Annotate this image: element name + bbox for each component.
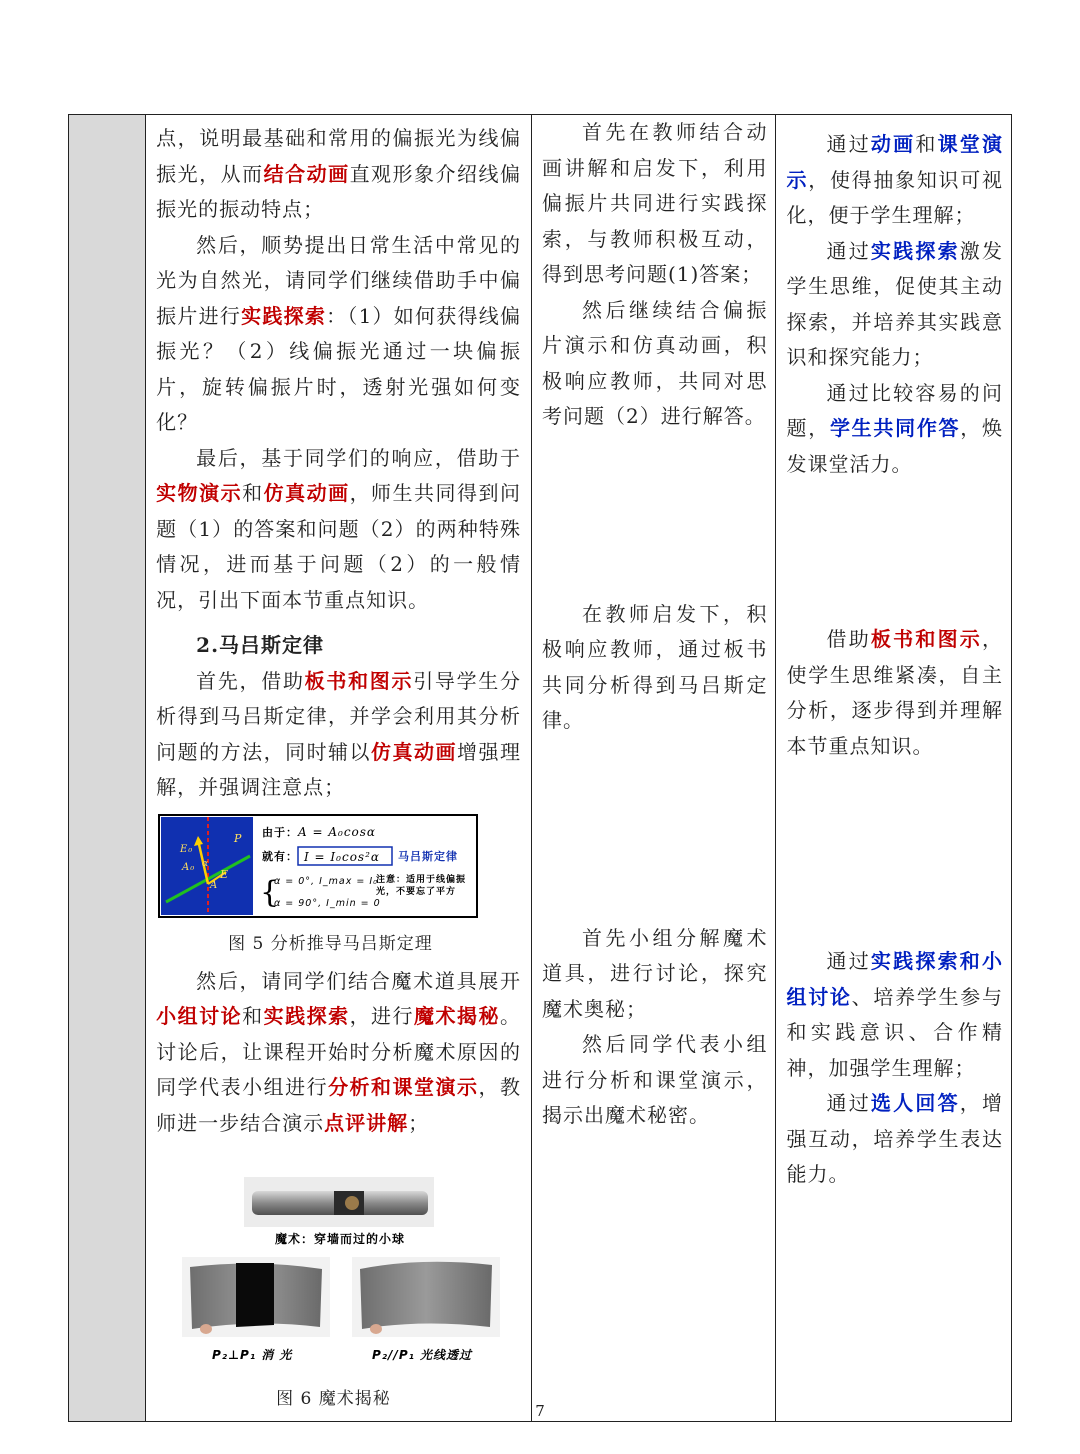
- page-number: 7: [535, 1402, 545, 1420]
- fig5-line1-prefix: 由于：: [262, 825, 299, 839]
- label-A0: A₀: [182, 861, 196, 873]
- teaching-content-cell: [146, 115, 532, 1422]
- label-E0: E₀: [180, 843, 194, 855]
- intent-paragraph-3: 通过比较容易的问题，学生共同作答，焕发课堂活力。: [786, 380, 1004, 476]
- student-activity-cell: [531, 115, 776, 1422]
- svg-text:{: {: [260, 874, 281, 910]
- fig5-line2-prefix: 就有：: [262, 849, 299, 863]
- fig5-law-label: 马吕斯定律: [398, 849, 459, 863]
- fig5-formula-1: A = A₀cosα: [298, 824, 377, 839]
- intent-paragraph-4: 借助板书和图示，使学生思维紧凑，自主分析，逐步得到并理解本节重点知识。: [786, 627, 1004, 758]
- fig6-left-label: P₂⊥P₁ 消 光: [212, 1348, 293, 1362]
- figure-5-malus-derivation: [156, 814, 521, 918]
- intent-paragraph-2: 通过实践探索激发学生思维，促使其主动探索，并培养其实践意识和探究能力；: [786, 238, 1004, 369]
- figure-5-caption: 图 5 分析推导马吕斯定理: [228, 933, 433, 954]
- label-alpha: α: [202, 858, 210, 869]
- label-A: A: [210, 879, 219, 891]
- label-E: E: [220, 867, 230, 881]
- content-paragraph-1: 点，说明最基础和常用的偏振光为线偏振光，从而结合动画直观形象介绍线偏振光的振动特点；: [156, 126, 521, 221]
- content-paragraph-3: 最后，基于同学们的响应，借助于实物演示和仿真动画，师生共同得到问题（1）的答案和问题（2）的两种特殊情况，进而基于问题（2）的一般情况，引出下面本节重点知识。: [156, 445, 521, 612]
- content-paragraph-2: 然后，顺势提出日常生活中常见的光为自然光，请同学们继续借助手中偏振片进行实践探索：（1）如何获得线偏振光？（2）线偏振光通过一块偏振片，旋转偏振片时，透射光强如何变化？: [156, 232, 521, 434]
- intent-paragraph-6: 通过选人回答，增强互动，培养学生表达能力。: [786, 1091, 1004, 1186]
- fig5-formula-2: I = I₀cos²α: [304, 849, 381, 864]
- fig5-case-2: α = 90°, I_min = 0: [274, 897, 381, 909]
- row-label-cell: [69, 115, 146, 1422]
- activity-paragraph-2: 然后继续结合偏振片演示和仿真动画，积极响应教师，共同对思考问题（2）进行解答。: [541, 297, 768, 428]
- label-P: P: [234, 831, 243, 845]
- content-paragraph-4: 首先，借助板书和图示引导学生分析得到马吕斯定律，并学会利用其分析问题的方法，同时辅以仿真动画增强理解，并强调注意点；: [156, 668, 521, 799]
- activity-paragraph-1: 首先在教师结合动画讲解和启发下，利用偏振片共同进行实践探索，与教师积极互动，得到思考问题(1)答案；: [541, 120, 768, 286]
- activity-paragraph-5: 然后同学代表小组进行分析和课堂演示，揭示出魔术秘密。: [541, 1032, 768, 1127]
- intent-paragraph-5: 通过实践探索和小组讨论、培养学生参与和实践意识、合作精神，加强学生理解；: [786, 949, 1004, 1080]
- activity-paragraph-3: 在教师启发下，积极响应教师，通过板书共同分析得到马吕斯定律。: [541, 601, 768, 732]
- fig5-note: 注意：适用于线偏振光，不要忘了平方: [376, 874, 467, 897]
- fig6-right-label: P₂//P₁ 光线透过: [372, 1348, 473, 1362]
- design-intent-cell: [776, 115, 1012, 1422]
- intent-paragraph-1: 通过动画和课堂演示，使得抽象知识可视化，便于学生理解；: [786, 132, 1004, 227]
- fig6-title: 魔术：穿墙而过的小球: [275, 1232, 406, 1246]
- figure-6-caption: 图 6 魔术揭秘: [276, 1389, 391, 1409]
- fig5-case-1: α = 0°, I_max = I₀: [274, 875, 379, 887]
- content-paragraph-5: 然后，请同学们结合魔术道具展开小组讨论和实践探索，进行魔术揭秘。讨论后，让课程开始时分析魔术原因的同学代表小组进行分析和课堂演示，教师进一步结合演示点评讲解；: [156, 968, 521, 1135]
- section-heading: 2.马吕斯定律: [196, 633, 325, 657]
- activity-paragraph-4: 首先小组分解魔术道具，进行讨论，探究魔术奥秘；: [541, 925, 768, 1021]
- figure-6-magic-reveal: [156, 1177, 521, 1377]
- lesson-table: [68, 114, 1012, 1422]
